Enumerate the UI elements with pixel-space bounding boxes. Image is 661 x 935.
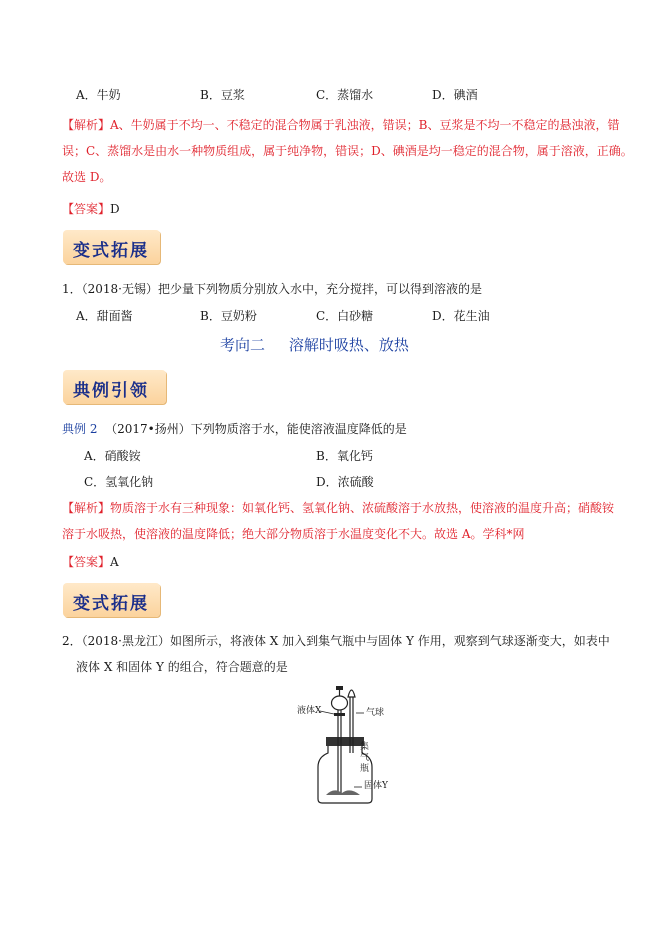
label-bottle: 集 气 瓶 <box>360 742 370 774</box>
ex2-option-b: B．氧化钙 <box>316 449 373 463</box>
solid-y <box>326 790 360 795</box>
section-title: 考向二 溶解时吸热、放热 <box>220 336 409 354</box>
q1-option-b: B．豆奶粉 <box>200 309 257 323</box>
analysis-line-3: 故选 D。 <box>62 170 112 184</box>
ex2-analysis-tag: 【解析】 <box>62 501 111 515</box>
ex2-answer-value: A <box>110 555 119 569</box>
option-c: C．蒸馏水 <box>316 88 374 102</box>
ex2-option-d: D．浓硫酸 <box>316 475 374 489</box>
ex2-analysis-line-2: 溶于水吸热，使溶液的温度降低；绝大部分物质溶于水温度变化不大。故选 A。学科*网 <box>62 527 525 541</box>
balloon <box>348 690 355 697</box>
analysis-line-1: 【解析】A、牛奶属于不均一、不稳定的混合物属于乳浊液，错误；B、豆浆是不均一不稳定的悬浊液，错 <box>62 118 620 132</box>
banner-example: 典例引领 <box>63 370 166 404</box>
ex2-option-c: C．氢氧化钠 <box>84 475 154 489</box>
option-d: D．碘酒 <box>432 88 478 102</box>
option-b: B．豆浆 <box>200 88 245 102</box>
answer <box>62 201 120 217</box>
question-2-stem-line-2: 液体 X 和固体 Y 的组合，符合题意的是 <box>76 660 288 674</box>
banner-variant-2: 变式拓展 <box>63 583 160 617</box>
stopper <box>326 737 364 746</box>
question-2-stem-line-1: 2．（2018·黑龙江）如图所示，将液体 X 加入到集气瓶中与固体 Y 作用，观察到气球逐渐变大，如表中 <box>62 634 610 648</box>
funnel-bulb <box>332 696 348 710</box>
ex2-answer <box>62 554 119 570</box>
label-solid-y: 固体Y <box>364 781 388 791</box>
example-2-stem: 典例 2 （2017•扬州）下列物质溶于水，能使溶液温度降低的是 <box>62 422 407 436</box>
analysis-tag: 【解析】 <box>62 118 111 132</box>
ex2-analysis-line-1: 【解析】物质溶于水有三种现象：如氧化钙、氢氧化钠、浓硫酸溶于水放热，使溶液的温度升高；硝酸铵 <box>62 501 615 515</box>
label-balloon: 气球 <box>366 708 385 718</box>
ex2-answer-tag: 【答案】 <box>62 555 111 569</box>
q1-option-a: A．甜面酱 <box>76 309 133 323</box>
example-label: 典例 2 <box>62 422 98 436</box>
answer-value: D <box>110 202 120 216</box>
answer-tag: 【答案】 <box>62 202 111 216</box>
label-liquid-x: 液体X <box>297 706 322 716</box>
analysis-line-2: 误；C、蒸馏水是由水一种物质组成，属于纯净物，错误；D、碘酒是均一稳定的混合物，属于溶液，正确。 <box>62 144 633 158</box>
ex2-option-a: A．硝酸铵 <box>84 449 141 463</box>
q1-option-d: D．花生油 <box>432 309 490 323</box>
q1-option-c: C．白砂糖 <box>316 309 374 323</box>
option-a: A．牛奶 <box>76 88 121 102</box>
banner-variant-1: 变式拓展 <box>63 230 160 264</box>
question-1-stem: 1．（2018·无锡）把少量下列物质分别放入水中，充分搅拌，可以得到溶液的是 <box>62 282 482 296</box>
